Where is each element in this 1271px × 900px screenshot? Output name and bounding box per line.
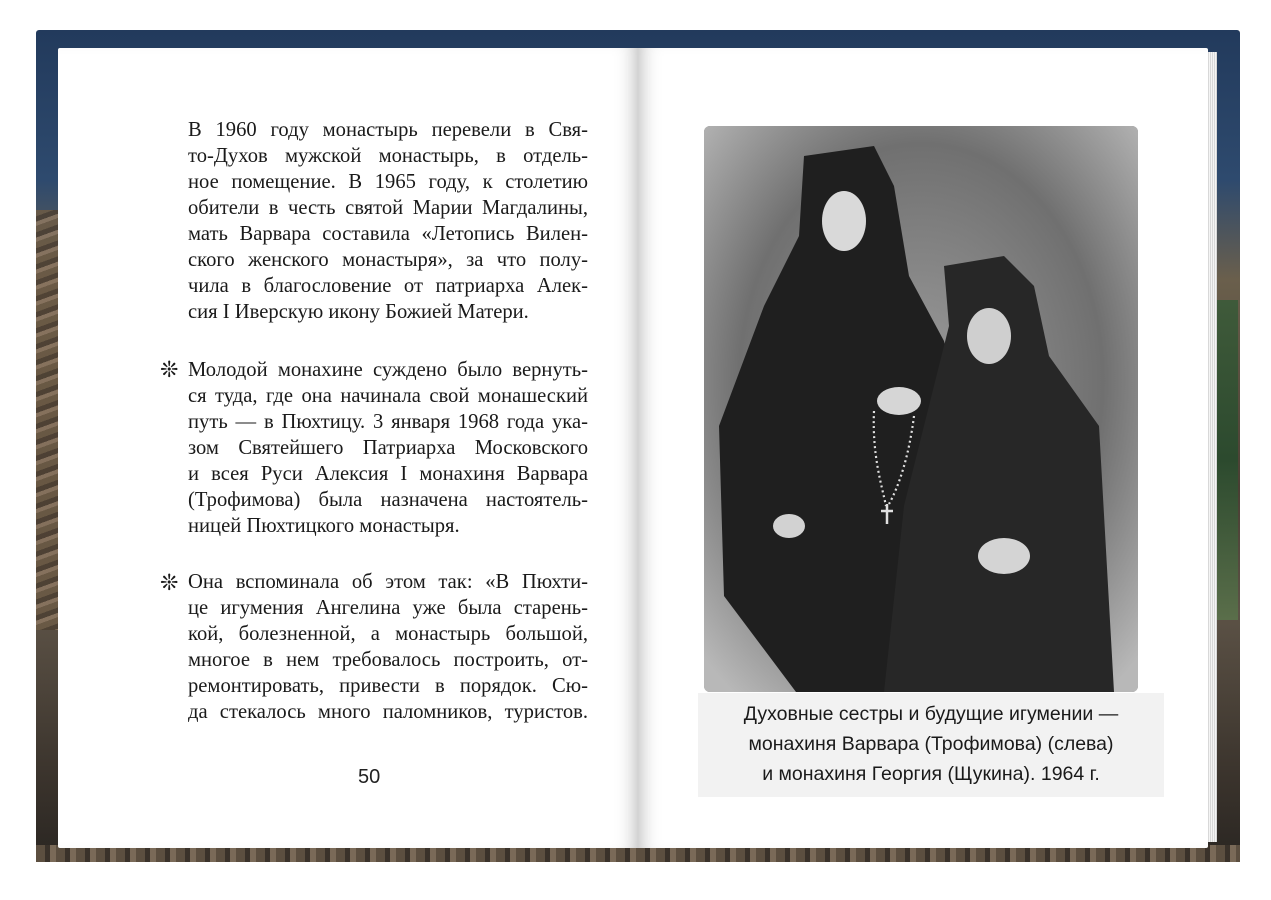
ornament-icon: ❊ <box>160 571 179 596</box>
paragraph-1 <box>188 117 588 325</box>
hands-center <box>877 387 921 415</box>
text-line: Она вспоминала об этом так: «В Пюхти- <box>188 571 588 593</box>
caption-line: монахиня Варвара (Трофимова) (слева) <box>748 733 1114 755</box>
face-left <box>822 191 866 251</box>
photo-illustration <box>704 126 1138 692</box>
paragraph-3 <box>188 569 588 725</box>
right-page <box>638 48 1208 848</box>
text-line: (Трофимова) была назначена настоятель- <box>188 489 588 511</box>
text-line: многое в нем требовалось построить, от- <box>188 649 588 671</box>
text-line: ского женского монастыря», за что полу- <box>188 249 588 271</box>
text-line: ся туда, где она начинала свой монашеский <box>188 385 588 407</box>
left-page <box>58 48 638 848</box>
page-number: 50 <box>358 766 381 788</box>
paragraph-2 <box>188 357 588 539</box>
ornament-icon: ❊ <box>160 358 179 383</box>
text-line: Молодой монахине суждено было вернуть- <box>188 359 588 381</box>
text-line: В 1960 году монастырь перевели в Свя- <box>188 119 588 141</box>
text-line: обители в честь святой Марии Магдалины, <box>188 197 588 219</box>
caption-line: и монахиня Георгия (Щукина). 1964 г. <box>762 763 1100 785</box>
text-line: кой, болезненной, а монастырь большой, <box>188 623 588 645</box>
hand-left <box>773 514 805 538</box>
text-line: ницей Пюхтицкого монастыря. <box>188 515 460 537</box>
text-line: зом Святейшего Патриарха Московского <box>188 437 588 459</box>
face-right <box>967 308 1011 364</box>
text-line: мать Варвара составила «Летопись Вилен- <box>188 223 588 245</box>
text-line: и всея Руси Алексия I монахиня Варвара <box>188 463 588 485</box>
text-line: ное помещение. В 1965 году, к столетию <box>188 171 588 193</box>
text-line: путь — в Пюхтицу. 3 января 1968 года ука- <box>188 411 588 433</box>
photo-caption <box>698 693 1164 797</box>
text-line: чила в благословение от патриарха Алек- <box>188 275 588 297</box>
text-line: то-Духов мужской монастырь, в отдель- <box>188 145 588 167</box>
hands-right <box>978 538 1030 574</box>
text-line: це игумения Ангелина уже была старень- <box>188 597 588 619</box>
photograph <box>704 126 1138 692</box>
caption-line: Духовные сестры и будущие игумении — <box>743 703 1119 725</box>
text-line: да стекалось много паломников, туристов. <box>188 701 588 723</box>
text-line: ремонтировать, привести в порядок. Сю- <box>188 675 588 697</box>
text-line: сия I Иверскую икону Божией Матери. <box>188 301 529 323</box>
